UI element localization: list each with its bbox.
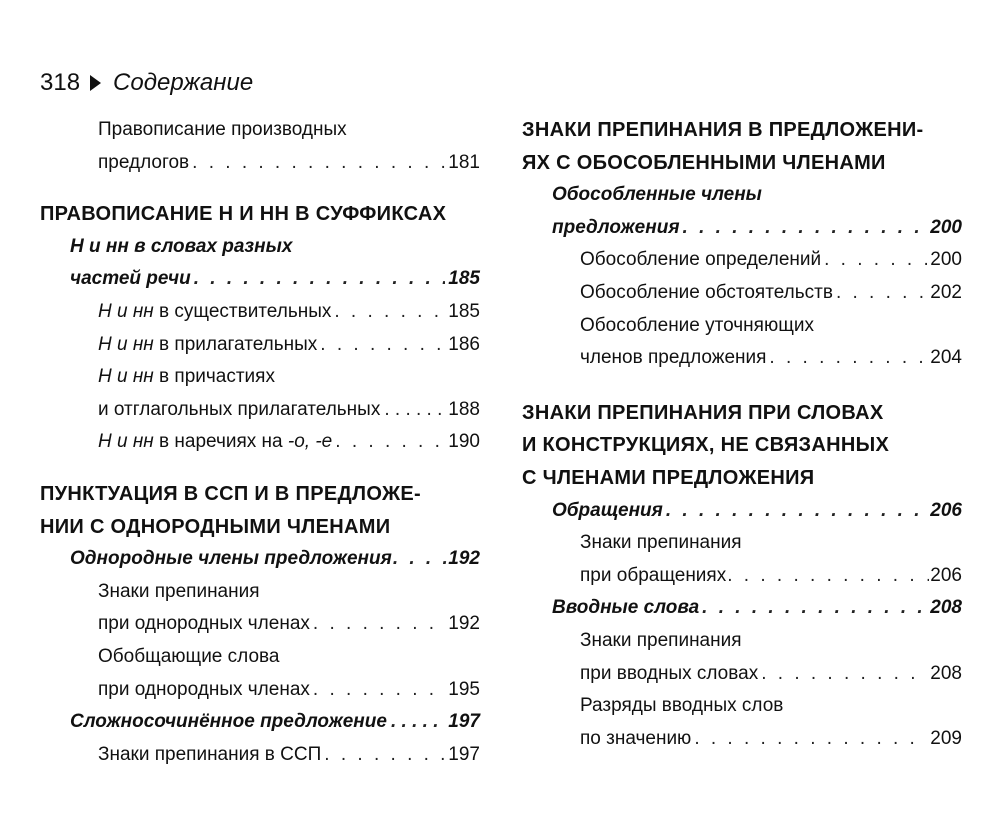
toc-page-number: 208 — [930, 662, 962, 684]
subsection-entry[interactable] — [40, 543, 480, 576]
toc-entry-text: и отглагольных прилагательных — [98, 398, 381, 420]
toc-entry-text: в наречиях на — [153, 431, 288, 453]
dot-leader — [824, 244, 927, 277]
subsection-entry[interactable] — [522, 592, 962, 625]
dot-leader — [192, 147, 445, 180]
toc-page-number: 192 — [448, 613, 480, 635]
toc-entry[interactable] — [40, 329, 480, 362]
toc-page-number: 202 — [930, 281, 962, 303]
subsection-entry[interactable] — [40, 263, 480, 296]
toc-entry-line: Знаки препинания — [580, 629, 742, 651]
header-title: Содержание — [113, 69, 254, 96]
dot-leader — [666, 495, 927, 528]
toc-page-number: 204 — [930, 347, 962, 369]
term-italic: Н и нн — [98, 300, 154, 322]
subsection-entry[interactable] — [40, 706, 480, 739]
toc-entry[interactable] — [522, 244, 962, 277]
toc-entry[interactable] — [522, 277, 962, 310]
toc-entry-text: при обращениях — [580, 564, 727, 586]
toc-page-number: 192 — [448, 548, 480, 570]
toc-page-number: 197 — [448, 711, 480, 733]
toc-entry[interactable] — [522, 658, 962, 691]
dot-leader — [384, 394, 444, 427]
toc-entry[interactable] — [40, 296, 480, 329]
toc-entry[interactable] — [40, 394, 480, 427]
toc-entry[interactable] — [40, 674, 480, 707]
dot-leader — [727, 560, 929, 593]
toc-page-number: 206 — [930, 499, 962, 521]
toc-page-number: 181 — [448, 151, 480, 173]
toc-entry-line: Правописание производных — [98, 119, 347, 140]
section-heading[interactable]: НИИ С ОДНОРОДНЫМИ ЧЛЕНАМИ — [40, 515, 391, 538]
toc-page-number: 188 — [448, 398, 480, 420]
section-heading[interactable]: ЗНАКИ ПРЕПИНАНИЯ ПРИ СЛОВАХ — [522, 401, 884, 424]
dot-leader — [194, 263, 446, 296]
dot-leader — [313, 674, 445, 707]
subsection-text: Обращения — [552, 499, 663, 521]
subsection-heading: Обособленные члены — [552, 184, 762, 206]
suffix-italic: -о, -е — [287, 431, 333, 453]
section-heading[interactable]: С ЧЛЕНАМИ ПРЕДЛОЖЕНИЯ — [522, 466, 815, 489]
toc-entry-line: Обобщающие слова — [98, 645, 280, 667]
subsection-text: Однородные члены предложения — [70, 548, 392, 570]
subsection-entry[interactable] — [522, 495, 962, 528]
toc-page-number: 200 — [930, 216, 962, 238]
toc-entry-line[interactable] — [40, 147, 480, 180]
toc-right-column — [522, 114, 962, 755]
toc-page-number: 195 — [448, 678, 480, 700]
toc-entry-text: Знаки препинания в ССП — [98, 743, 322, 765]
toc-entry-text: в существительных — [153, 300, 332, 322]
dot-leader — [334, 296, 445, 329]
toc-entry[interactable] — [40, 608, 480, 641]
toc-page-number: 209 — [930, 727, 962, 749]
toc-entry[interactable] — [40, 739, 480, 772]
toc-entry-text: в прилагательных — [153, 333, 318, 355]
toc-entry-text: при вводных словах — [580, 662, 759, 684]
toc-page-number: 208 — [930, 597, 962, 619]
toc-page-number: 200 — [930, 249, 962, 271]
dot-leader — [391, 706, 444, 739]
section-heading[interactable]: ПУНКТУАЦИЯ В ССП И В ПРЕДЛОЖЕ- — [40, 482, 421, 505]
triangle-right-icon — [90, 75, 101, 91]
dot-leader — [320, 329, 445, 362]
subsection-text: частей речи — [70, 268, 191, 290]
toc-entry-line: Обособление уточняющих — [580, 314, 814, 336]
toc-entry-line: Разряды вводных слов — [580, 695, 784, 717]
toc-page-number: 185 — [448, 268, 480, 290]
toc-page-number: 206 — [930, 564, 962, 586]
subsection-heading: Н и нн в словах разных — [70, 235, 293, 257]
toc-page-number: 186 — [448, 333, 480, 355]
dot-leader — [694, 723, 927, 756]
toc-entry-text: при однородных членах — [98, 613, 310, 635]
toc-entry[interactable] — [522, 342, 962, 375]
section-heading[interactable]: ЯХ С ОБОСОБЛЕННЫМИ ЧЛЕНАМИ — [522, 151, 886, 174]
toc-entry-text: предлогов — [98, 151, 190, 173]
toc-entry-line: Знаки препинания — [98, 580, 260, 602]
dot-leader — [769, 342, 927, 375]
dot-leader — [836, 277, 927, 310]
section-heading[interactable]: И КОНСТРУКЦИЯХ, НЕ СВЯЗАННЫХ — [522, 434, 890, 457]
dot-leader — [761, 658, 927, 691]
section-heading[interactable]: ПРАВОПИСАНИЕ Н И НН В СУФФИКСАХ — [40, 203, 447, 226]
dot-leader — [702, 592, 927, 625]
toc-entry-line — [40, 361, 480, 394]
toc-entry-line: Знаки препинания — [580, 532, 742, 554]
toc-entry[interactable] — [522, 560, 962, 593]
dot-leader — [324, 739, 445, 772]
toc-page-number: 185 — [448, 300, 480, 322]
subsection-text: Вводные слова — [552, 597, 700, 619]
dot-leader — [683, 212, 928, 245]
toc-entry-text: Обособление обстоятельств — [580, 281, 833, 303]
dot-leader — [335, 426, 445, 459]
subsection-text: Сложносочинённое предложение — [70, 711, 387, 733]
subsection-text: предложения — [552, 216, 680, 238]
toc-left-column — [40, 114, 480, 771]
dot-leader — [393, 543, 447, 576]
dot-leader — [313, 608, 445, 641]
subsection-entry[interactable] — [522, 212, 962, 245]
term-italic: Н и нн — [98, 333, 154, 355]
toc-page-number: 197 — [448, 743, 480, 765]
toc-page-number: 190 — [448, 431, 480, 453]
term-italic: Н и нн — [98, 431, 154, 453]
toc-entry-text: Обособление определений — [580, 249, 822, 271]
running-header — [40, 66, 253, 100]
page-number: 318 — [40, 69, 81, 96]
toc-entry-text: членов предложения — [580, 347, 767, 369]
toc-entry-text: в причастиях — [153, 366, 275, 388]
toc-entry[interactable] — [40, 426, 480, 459]
term-italic: Н и нн — [98, 366, 154, 388]
toc-entry-text: по значению — [580, 727, 692, 749]
toc-entry-text: при однородных членах — [98, 678, 310, 700]
toc-entry[interactable] — [522, 723, 962, 756]
section-heading[interactable]: ЗНАКИ ПРЕПИНАНИЯ В ПРЕДЛОЖЕНИ- — [522, 119, 924, 141]
